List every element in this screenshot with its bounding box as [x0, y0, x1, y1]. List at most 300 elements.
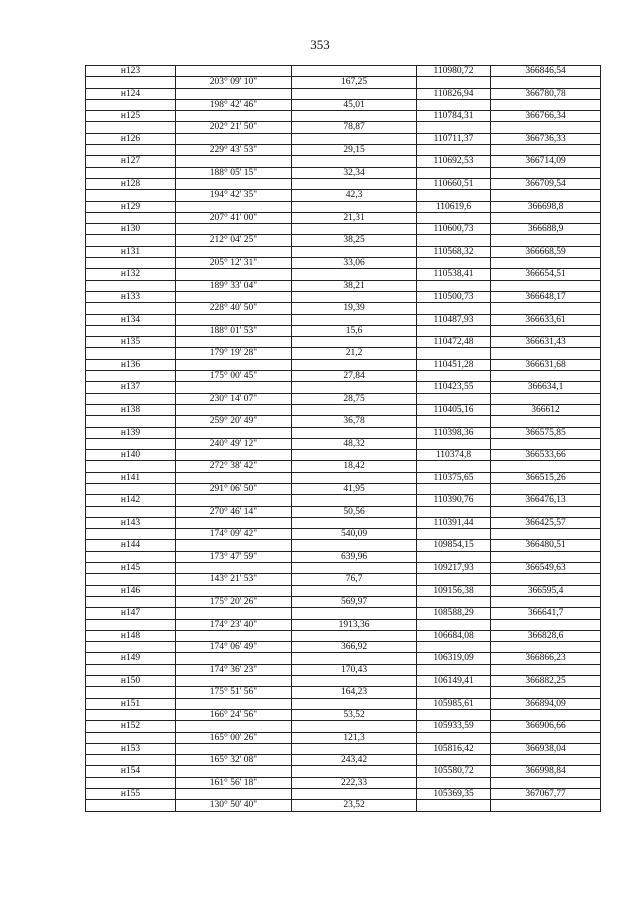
empty-cell	[491, 664, 601, 675]
x-coordinate: 110451,28	[417, 359, 491, 370]
empty-cell	[86, 687, 176, 698]
empty-cell	[491, 755, 601, 766]
empty-cell	[176, 224, 292, 235]
empty-cell	[292, 653, 417, 664]
point-row	[86, 540, 601, 551]
x-coordinate: 105933,59	[417, 721, 491, 732]
empty-cell	[417, 461, 491, 472]
x-coordinate: 110423,55	[417, 382, 491, 393]
segment-row	[86, 212, 601, 223]
empty-cell	[292, 314, 417, 325]
page-number: 353	[310, 37, 330, 52]
segment-row	[86, 371, 601, 382]
distance: 222,33	[292, 777, 417, 788]
segment-row	[86, 122, 601, 133]
point-label: н146	[86, 585, 176, 596]
point-row	[86, 337, 601, 348]
empty-cell	[292, 111, 417, 122]
distance: 18,42	[292, 461, 417, 472]
point-label: н147	[86, 608, 176, 619]
empty-cell	[86, 506, 176, 517]
point-label: н133	[86, 291, 176, 302]
empty-cell	[292, 630, 417, 641]
x-coordinate: 105985,61	[417, 698, 491, 709]
empty-cell	[86, 461, 176, 472]
empty-cell	[86, 303, 176, 314]
y-coordinate: 366906,66	[491, 721, 601, 732]
empty-cell	[417, 800, 491, 811]
distance: 639,96	[292, 551, 417, 562]
direction-angle: 202° 21' 50"	[176, 122, 292, 133]
empty-cell	[491, 574, 601, 585]
empty-cell	[176, 201, 292, 212]
empty-cell	[292, 291, 417, 302]
direction-angle: 161° 56' 18"	[176, 777, 292, 788]
empty-cell	[86, 483, 176, 494]
direction-angle: 228° 40' 50"	[176, 303, 292, 314]
empty-cell	[417, 303, 491, 314]
empty-cell	[176, 450, 292, 461]
point-label: н124	[86, 88, 176, 99]
direction-angle: 188° 05' 15"	[176, 167, 292, 178]
x-coordinate: 110826,94	[417, 88, 491, 99]
segment-row	[86, 280, 601, 291]
empty-cell	[417, 280, 491, 291]
point-label: н137	[86, 382, 176, 393]
point-label: н148	[86, 630, 176, 641]
point-row	[86, 427, 601, 438]
point-label: н123	[86, 66, 176, 77]
empty-cell	[292, 359, 417, 370]
empty-cell	[86, 325, 176, 336]
segment-row	[86, 77, 601, 88]
segment-row	[86, 145, 601, 156]
empty-cell	[417, 732, 491, 743]
empty-cell	[86, 664, 176, 675]
distance: 42,3	[292, 190, 417, 201]
empty-cell	[176, 608, 292, 619]
empty-cell	[491, 348, 601, 359]
empty-cell	[417, 212, 491, 223]
empty-cell	[417, 574, 491, 585]
empty-cell	[292, 563, 417, 574]
x-coordinate: 110390,76	[417, 495, 491, 506]
empty-cell	[86, 642, 176, 653]
empty-cell	[176, 698, 292, 709]
x-coordinate: 105580,72	[417, 766, 491, 777]
distance: 1913,36	[292, 619, 417, 630]
y-coordinate: 366595,4	[491, 585, 601, 596]
point-label: н126	[86, 133, 176, 144]
x-coordinate: 110660,51	[417, 178, 491, 189]
segment-row	[86, 529, 601, 540]
x-coordinate: 110600,73	[417, 224, 491, 235]
empty-cell	[491, 190, 601, 201]
direction-angle: 130° 50' 40"	[176, 800, 292, 811]
empty-cell	[176, 766, 292, 777]
empty-cell	[491, 596, 601, 607]
point-label: н145	[86, 563, 176, 574]
x-coordinate: 110980,72	[417, 66, 491, 77]
distance: 50,56	[292, 506, 417, 517]
empty-cell	[292, 676, 417, 687]
x-coordinate: 110375,65	[417, 472, 491, 483]
y-coordinate: 366938,04	[491, 743, 601, 754]
empty-cell	[491, 371, 601, 382]
empty-cell	[417, 506, 491, 517]
distance: 366,92	[292, 642, 417, 653]
x-coordinate: 110500,73	[417, 291, 491, 302]
y-coordinate: 366631,68	[491, 359, 601, 370]
empty-cell	[491, 235, 601, 246]
direction-angle: 174° 09' 42"	[176, 529, 292, 540]
empty-cell	[417, 122, 491, 133]
empty-cell	[86, 371, 176, 382]
y-coordinate: 366549,63	[491, 563, 601, 574]
point-row	[86, 224, 601, 235]
direction-angle: 198° 42' 46"	[176, 99, 292, 110]
segment-row	[86, 551, 601, 562]
empty-cell	[86, 212, 176, 223]
x-coordinate: 110784,31	[417, 111, 491, 122]
y-coordinate: 366709,54	[491, 178, 601, 189]
empty-cell	[176, 66, 292, 77]
distance: 28,75	[292, 393, 417, 404]
empty-cell	[176, 427, 292, 438]
empty-cell	[417, 687, 491, 698]
direction-angle: 175° 00' 45"	[176, 371, 292, 382]
segment-row	[86, 800, 601, 811]
empty-cell	[491, 506, 601, 517]
x-coordinate: 110391,44	[417, 517, 491, 528]
segment-row	[86, 190, 601, 201]
empty-cell	[292, 472, 417, 483]
segment-row	[86, 687, 601, 698]
empty-cell	[86, 574, 176, 585]
y-coordinate: 367067,77	[491, 789, 601, 800]
y-coordinate: 366612	[491, 404, 601, 415]
point-row	[86, 789, 601, 800]
empty-cell	[491, 393, 601, 404]
point-row	[86, 517, 601, 528]
empty-cell	[292, 337, 417, 348]
y-coordinate: 366633,61	[491, 314, 601, 325]
empty-cell	[176, 111, 292, 122]
direction-angle: 212° 04' 25"	[176, 235, 292, 246]
y-coordinate: 366766,34	[491, 111, 601, 122]
empty-cell	[86, 393, 176, 404]
y-coordinate: 366515,26	[491, 472, 601, 483]
empty-cell	[292, 382, 417, 393]
y-coordinate: 366780,78	[491, 88, 601, 99]
empty-cell	[86, 258, 176, 269]
x-coordinate: 105816,42	[417, 743, 491, 754]
empty-cell	[176, 721, 292, 732]
x-coordinate: 110538,41	[417, 269, 491, 280]
empty-cell	[176, 404, 292, 415]
direction-angle: 194° 42' 35"	[176, 190, 292, 201]
empty-cell	[292, 495, 417, 506]
segment-row	[86, 235, 601, 246]
point-label: н150	[86, 676, 176, 687]
point-label: н155	[86, 789, 176, 800]
distance: 243,42	[292, 755, 417, 766]
empty-cell	[417, 77, 491, 88]
empty-cell	[292, 450, 417, 461]
y-coordinate: 366575,85	[491, 427, 601, 438]
point-row	[86, 563, 601, 574]
distance: 53,52	[292, 709, 417, 720]
empty-cell	[86, 167, 176, 178]
empty-cell	[292, 66, 417, 77]
y-coordinate: 366634,1	[491, 382, 601, 393]
empty-cell	[491, 145, 601, 156]
empty-cell	[417, 190, 491, 201]
empty-cell	[176, 540, 292, 551]
y-coordinate: 366894,09	[491, 698, 601, 709]
direction-angle: 259° 20' 49"	[176, 416, 292, 427]
empty-cell	[292, 540, 417, 551]
segment-row	[86, 438, 601, 449]
x-coordinate: 110619,6	[417, 201, 491, 212]
segment-row	[86, 619, 601, 630]
empty-cell	[176, 743, 292, 754]
point-label: н142	[86, 495, 176, 506]
segment-row	[86, 99, 601, 110]
empty-cell	[176, 88, 292, 99]
point-row	[86, 676, 601, 687]
distance: 41,95	[292, 483, 417, 494]
point-row	[86, 721, 601, 732]
distance: 76,7	[292, 574, 417, 585]
empty-cell	[417, 596, 491, 607]
empty-cell	[176, 630, 292, 641]
y-coordinate: 366882,25	[491, 676, 601, 687]
point-row	[86, 630, 601, 641]
distance: 45,01	[292, 99, 417, 110]
direction-angle: 205° 12' 31"	[176, 258, 292, 269]
point-row	[86, 472, 601, 483]
distance: 38,25	[292, 235, 417, 246]
point-label: н131	[86, 246, 176, 257]
direction-angle: 291° 06' 50"	[176, 483, 292, 494]
distance: 15,6	[292, 325, 417, 336]
y-coordinate: 366654,51	[491, 269, 601, 280]
empty-cell	[176, 382, 292, 393]
point-row	[86, 246, 601, 257]
empty-cell	[491, 416, 601, 427]
empty-cell	[417, 99, 491, 110]
empty-cell	[86, 709, 176, 720]
direction-angle: 188° 01' 53"	[176, 325, 292, 336]
x-coordinate: 109156,38	[417, 585, 491, 596]
point-label: н140	[86, 450, 176, 461]
distance: 38,21	[292, 280, 417, 291]
point-row	[86, 585, 601, 596]
empty-cell	[417, 551, 491, 562]
segment-row	[86, 483, 601, 494]
x-coordinate: 110374,8	[417, 450, 491, 461]
empty-cell	[292, 88, 417, 99]
empty-cell	[417, 167, 491, 178]
point-row	[86, 133, 601, 144]
empty-cell	[292, 517, 417, 528]
empty-cell	[292, 224, 417, 235]
empty-cell	[292, 585, 417, 596]
point-label: н154	[86, 766, 176, 777]
empty-cell	[491, 709, 601, 720]
distance: 33,06	[292, 258, 417, 269]
segment-row	[86, 664, 601, 675]
segment-row	[86, 303, 601, 314]
empty-cell	[86, 551, 176, 562]
empty-cell	[176, 495, 292, 506]
coordinates-table-body	[86, 66, 601, 812]
segment-row	[86, 393, 601, 404]
x-coordinate: 108588,29	[417, 608, 491, 619]
empty-cell	[176, 585, 292, 596]
point-row	[86, 404, 601, 415]
point-label: н152	[86, 721, 176, 732]
segment-row	[86, 732, 601, 743]
distance: 19,39	[292, 303, 417, 314]
point-row	[86, 766, 601, 777]
empty-cell	[176, 314, 292, 325]
empty-cell	[417, 393, 491, 404]
y-coordinate: 366668,59	[491, 246, 601, 257]
y-coordinate: 366533,66	[491, 450, 601, 461]
point-row	[86, 382, 601, 393]
empty-cell	[176, 291, 292, 302]
point-label: н134	[86, 314, 176, 325]
empty-cell	[176, 653, 292, 664]
empty-cell	[491, 303, 601, 314]
point-row	[86, 178, 601, 189]
y-coordinate: 366846,54	[491, 66, 601, 77]
direction-angle: 174° 23' 40"	[176, 619, 292, 630]
point-label: н132	[86, 269, 176, 280]
empty-cell	[176, 269, 292, 280]
y-coordinate: 366688,9	[491, 224, 601, 235]
point-row	[86, 743, 601, 754]
empty-cell	[176, 517, 292, 528]
point-label: н139	[86, 427, 176, 438]
empty-cell	[176, 563, 292, 574]
empty-cell	[86, 280, 176, 291]
distance: 21,31	[292, 212, 417, 223]
direction-angle: 240° 49' 12"	[176, 438, 292, 449]
distance: 164,23	[292, 687, 417, 698]
empty-cell	[491, 642, 601, 653]
empty-cell	[417, 371, 491, 382]
empty-cell	[417, 777, 491, 788]
point-label: н136	[86, 359, 176, 370]
direction-angle: 272° 38' 42"	[176, 461, 292, 472]
segment-row	[86, 167, 601, 178]
point-label: н125	[86, 111, 176, 122]
x-coordinate: 110472,48	[417, 337, 491, 348]
segment-row	[86, 777, 601, 788]
empty-cell	[491, 529, 601, 540]
segment-row	[86, 709, 601, 720]
empty-cell	[176, 789, 292, 800]
empty-cell	[292, 608, 417, 619]
empty-cell	[176, 178, 292, 189]
empty-cell	[417, 483, 491, 494]
point-label: н127	[86, 156, 176, 167]
segment-row	[86, 325, 601, 336]
direction-angle: 165° 00' 26"	[176, 732, 292, 743]
empty-cell	[491, 732, 601, 743]
direction-angle: 166° 24' 56"	[176, 709, 292, 720]
point-row	[86, 450, 601, 461]
empty-cell	[176, 133, 292, 144]
empty-cell	[491, 551, 601, 562]
empty-cell	[86, 619, 176, 630]
distance: 121,3	[292, 732, 417, 743]
empty-cell	[176, 156, 292, 167]
empty-cell	[292, 404, 417, 415]
empty-cell	[292, 698, 417, 709]
segment-row	[86, 348, 601, 359]
empty-cell	[491, 280, 601, 291]
x-coordinate: 106319,09	[417, 653, 491, 664]
direction-angle: 230° 14' 07"	[176, 393, 292, 404]
y-coordinate: 366828,6	[491, 630, 601, 641]
empty-cell	[176, 337, 292, 348]
point-row	[86, 88, 601, 99]
empty-cell	[491, 99, 601, 110]
empty-cell	[417, 416, 491, 427]
empty-cell	[491, 438, 601, 449]
empty-cell	[176, 246, 292, 257]
direction-angle: 203° 09' 10"	[176, 77, 292, 88]
segment-row	[86, 596, 601, 607]
y-coordinate: 366476,13	[491, 495, 601, 506]
x-coordinate: 109217,93	[417, 563, 491, 574]
empty-cell	[417, 258, 491, 269]
empty-cell	[86, 755, 176, 766]
empty-cell	[491, 619, 601, 630]
empty-cell	[86, 529, 176, 540]
direction-angle: 189° 33' 04"	[176, 280, 292, 291]
empty-cell	[292, 766, 417, 777]
y-coordinate: 366714,09	[491, 156, 601, 167]
point-label: н153	[86, 743, 176, 754]
empty-cell	[86, 145, 176, 156]
empty-cell	[292, 178, 417, 189]
empty-cell	[491, 483, 601, 494]
direction-angle: 175° 20' 26"	[176, 596, 292, 607]
distance: 32,34	[292, 167, 417, 178]
y-coordinate: 366631,43	[491, 337, 601, 348]
segment-row	[86, 642, 601, 653]
y-coordinate: 366641,7	[491, 608, 601, 619]
direction-angle: 165° 32' 08"	[176, 755, 292, 766]
empty-cell	[417, 619, 491, 630]
y-coordinate: 366480,51	[491, 540, 601, 551]
point-row	[86, 66, 601, 77]
segment-row	[86, 506, 601, 517]
point-row	[86, 608, 601, 619]
point-label: н141	[86, 472, 176, 483]
direction-angle: 174° 36' 23"	[176, 664, 292, 675]
x-coordinate: 110568,32	[417, 246, 491, 257]
distance: 540,09	[292, 529, 417, 540]
empty-cell	[292, 721, 417, 732]
direction-angle: 173° 47' 59"	[176, 551, 292, 562]
empty-cell	[491, 77, 601, 88]
